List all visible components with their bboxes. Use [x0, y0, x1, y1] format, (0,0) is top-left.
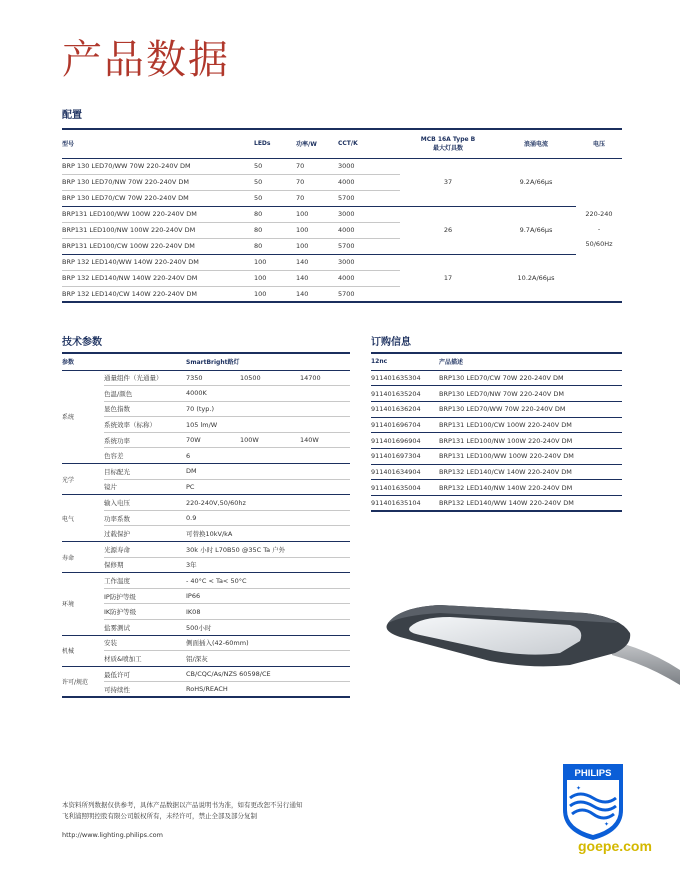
- cell-12nc: 911401636204: [371, 401, 439, 417]
- footnote-line1: 本资料所列数据仅供参考，具体产品数据以产品说明书为准，如有更改恕不另行通知: [62, 801, 303, 809]
- header-voltage: 电压: [576, 129, 622, 158]
- cell-desc: BRP132 LED140/CW 140W 220-240V DM: [439, 464, 622, 480]
- cell-inrush: 10.2A/66μs: [496, 254, 576, 302]
- footnote-line2: 飞利浦照明控股有限公司版权所有，未经许可，禁止全部及部分复制: [62, 812, 257, 820]
- svg-text:✦: ✦: [604, 821, 610, 828]
- row-label: IK防护等级: [104, 604, 186, 620]
- table-row: [371, 496, 622, 512]
- table-row: [371, 401, 622, 417]
- table-row: [62, 620, 350, 636]
- cell-leds: 50: [254, 190, 296, 206]
- table-row: [62, 495, 350, 511]
- cell-power: 140: [296, 270, 338, 286]
- cell-12nc: 911401635204: [371, 386, 439, 402]
- category-electrical: 电气: [62, 495, 104, 542]
- cell-desc: BRP131 LED100/NW 100W 220-240V DM: [439, 433, 622, 449]
- row-label: 材质&喷加工: [104, 651, 186, 667]
- header-inrush: 浪涌电流: [496, 129, 576, 158]
- cell-model: BRP131 LED100/WW 100W 220-240V DM: [62, 206, 254, 222]
- row-value: 14700: [300, 370, 350, 386]
- row-value: 30k 小时 L70B50 @35C Ta 户外: [186, 542, 350, 558]
- cell-model: BRP131 LED100/CW 100W 220-240V DM: [62, 238, 254, 254]
- row-value: 70 (typ.): [186, 401, 350, 417]
- table-row: [62, 542, 350, 558]
- row-value: 70W: [186, 432, 240, 448]
- cell-12nc: 911401696704: [371, 417, 439, 433]
- cell-mcb: 37: [400, 158, 496, 206]
- cell-cct: 4000: [338, 222, 400, 238]
- cell-power: 140: [296, 286, 338, 302]
- table-row: [371, 480, 622, 496]
- table-row: [62, 386, 350, 402]
- table-row: [62, 682, 350, 698]
- table-row: [62, 526, 350, 542]
- cell-mcb: 26: [400, 206, 496, 254]
- category-mechanical: 机械: [62, 635, 104, 666]
- table-row: [62, 370, 350, 386]
- cell-desc: BRP132 LED140/NW 140W 220-240V DM: [439, 480, 622, 496]
- row-label: 最低许可: [104, 666, 186, 682]
- row-label: 安装: [104, 635, 186, 651]
- category-system: 系统: [62, 370, 104, 464]
- header-mcb: [400, 129, 496, 158]
- table-row: [62, 651, 350, 667]
- row-label: 可持续性: [104, 682, 186, 698]
- row-label: 镜片: [104, 479, 186, 495]
- table-row: [62, 401, 350, 417]
- tech-table: [62, 352, 350, 698]
- cell-cct: 3000: [338, 254, 400, 270]
- table-row: [62, 635, 350, 651]
- row-value: 6: [186, 448, 350, 464]
- row-value: 140W: [300, 432, 350, 448]
- row-value: PC: [186, 479, 350, 495]
- row-label: 工作温度: [104, 573, 186, 589]
- website-link[interactable]: http://www.lighting.philips.com: [62, 831, 163, 839]
- row-label: 光源寿命: [104, 542, 186, 558]
- row-value: 10500: [240, 370, 300, 386]
- cell-power: 70: [296, 158, 338, 174]
- cell-cct: 3000: [338, 158, 400, 174]
- table-row: [62, 206, 622, 222]
- street-light-image: [380, 585, 680, 695]
- table-row: [371, 464, 622, 480]
- cell-cct: 5700: [338, 190, 400, 206]
- row-label: 通量组件（光通量）: [104, 370, 186, 386]
- table-row: [62, 510, 350, 526]
- category-lifetime: 寿命: [62, 542, 104, 573]
- header-mcb-line1: MCB 16A Type B: [420, 135, 476, 143]
- cell-power: 100: [296, 222, 338, 238]
- row-value: IP66: [186, 588, 350, 604]
- row-label: 输入电压: [104, 495, 186, 511]
- cell-desc: BRP132 LED140/WW 140W 220-240V DM: [439, 496, 622, 512]
- cell-leds: 80: [254, 222, 296, 238]
- table-row: [371, 386, 622, 402]
- cell-leds: 80: [254, 238, 296, 254]
- table-row: [62, 158, 622, 174]
- tech-header-row: [62, 353, 350, 370]
- row-value: 侧面插入(42-60mm): [186, 635, 350, 651]
- header-desc: 产品描述: [439, 353, 622, 370]
- category-environment: 环境: [62, 573, 104, 635]
- cell-leds: 80: [254, 206, 296, 222]
- cell-desc: BRP130 LED70/WW 70W 220-240V DM: [439, 401, 622, 417]
- voltage-line3: 50/60Hz: [585, 240, 613, 249]
- category-optics: 光学: [62, 464, 104, 495]
- cell-model: BRP 132 LED140/WW 140W 220-240V DM: [62, 254, 254, 270]
- row-value: 4000K: [186, 386, 350, 402]
- cell-power: 100: [296, 238, 338, 254]
- table-row: [371, 448, 622, 464]
- cell-inrush: 9.2A/66μs: [496, 158, 576, 206]
- header-param: 参数: [62, 353, 186, 370]
- cell-model: BRP 130 LED70/WW 70W 220-240V DM: [62, 158, 254, 174]
- header-mcb-line2: 最大灯具数: [432, 144, 463, 152]
- cell-model: BRP131 LED100/NW 100W 220-240V DM: [62, 222, 254, 238]
- cell-leds: 100: [254, 286, 296, 302]
- row-label: 系统效率（标称）: [104, 417, 186, 433]
- cell-model: BRP 132 LED140/CW 140W 220-240V DM: [62, 286, 254, 302]
- row-value: 220-240V,50/60hz: [186, 495, 350, 511]
- row-label: 盐雾测试: [104, 620, 186, 636]
- cell-model: BRP 132 LED140/NW 140W 220-240V DM: [62, 270, 254, 286]
- config-header-row: [62, 129, 622, 158]
- cell-cct: 4000: [338, 270, 400, 286]
- row-value: 3年: [186, 557, 350, 573]
- cell-leds: 50: [254, 158, 296, 174]
- cell-leds: 100: [254, 270, 296, 286]
- row-label: 系统功率: [104, 432, 186, 448]
- row-value: 100W: [240, 432, 300, 448]
- row-label: 色容差: [104, 448, 186, 464]
- cell-desc: BRP131 LED100/CW 100W 220-240V DM: [439, 417, 622, 433]
- header-cct: CCT/K: [338, 129, 400, 158]
- header-product: SmartBright路灯: [186, 353, 350, 370]
- cell-voltage: [576, 158, 622, 302]
- table-row: [62, 588, 350, 604]
- watermark: goepe.com: [578, 838, 652, 854]
- table-row: [62, 479, 350, 495]
- header-leds: LEDs: [254, 129, 296, 158]
- tech-section-title: 技术参数: [62, 337, 102, 348]
- cell-desc: BRP130 LED70/NW 70W 220-240V DM: [439, 386, 622, 402]
- header-12nc: 12nc: [371, 353, 439, 370]
- cell-12nc: 911401635104: [371, 496, 439, 512]
- cell-desc: BRP131 LED100/WW 100W 220-240V DM: [439, 448, 622, 464]
- cell-leds: 50: [254, 174, 296, 190]
- philips-logo: [560, 760, 626, 842]
- table-row: [62, 604, 350, 620]
- table-row: [62, 666, 350, 682]
- cell-model: BRP 130 LED70/NW 70W 220-240V DM: [62, 174, 254, 190]
- row-value: 0.9: [186, 510, 350, 526]
- cell-leds: 100: [254, 254, 296, 270]
- table-row: [62, 417, 350, 433]
- row-value: 500小时: [186, 620, 350, 636]
- row-value: 可替换10kV/kA: [186, 526, 350, 542]
- cell-cct: 5700: [338, 286, 400, 302]
- table-row: [371, 433, 622, 449]
- cell-12nc: 911401635304: [371, 370, 439, 386]
- cell-cct: 3000: [338, 206, 400, 222]
- cell-power: 100: [296, 206, 338, 222]
- header-model: 型号: [62, 129, 254, 158]
- voltage-line2: -: [597, 225, 601, 234]
- row-value: DM: [186, 464, 350, 480]
- cell-model: BRP 130 LED70/CW 70W 220-240V DM: [62, 190, 254, 206]
- cell-cct: 5700: [338, 238, 400, 254]
- row-label: 保修期: [104, 557, 186, 573]
- page-title: 产品数据: [62, 37, 230, 83]
- cell-inrush: 9.7A/66μs: [496, 206, 576, 254]
- row-label: IP防护等级: [104, 588, 186, 604]
- table-row: [62, 432, 350, 448]
- row-label: 功率系数: [104, 510, 186, 526]
- order-header-row: [371, 353, 622, 370]
- cell-12nc: 911401697304: [371, 448, 439, 464]
- table-row: [62, 448, 350, 464]
- row-value: - 40°C < Ta< 50°C: [186, 573, 350, 589]
- svg-text:✦: ✦: [576, 785, 582, 792]
- row-label: 过载保护: [104, 526, 186, 542]
- row-label: 色温/颜色: [104, 386, 186, 402]
- table-row: [371, 417, 622, 433]
- cell-12nc: 911401696904: [371, 433, 439, 449]
- cell-cct: 4000: [338, 174, 400, 190]
- table-row: [62, 254, 622, 270]
- row-value: IK08: [186, 604, 350, 620]
- row-value: 铝/深灰: [186, 651, 350, 667]
- category-approval: 许可/规范: [62, 666, 104, 697]
- cell-power: 70: [296, 174, 338, 190]
- table-row: [62, 557, 350, 573]
- table-row: [62, 573, 350, 589]
- footnote: [62, 800, 362, 822]
- row-value: 105 lm/W: [186, 417, 350, 433]
- table-row: [371, 370, 622, 386]
- cell-power: 140: [296, 254, 338, 270]
- cell-power: 70: [296, 190, 338, 206]
- row-value: 7350: [186, 370, 240, 386]
- cell-12nc: 911401634904: [371, 464, 439, 480]
- cell-desc: BRP130 LED70/CW 70W 220-240V DM: [439, 370, 622, 386]
- config-section-title: 配置: [62, 110, 82, 121]
- row-value: CB/CQC/As/NZS 60598/CE: [186, 666, 350, 682]
- cell-mcb: 17: [400, 254, 496, 302]
- logo-text: PHILIPS: [574, 768, 612, 779]
- row-value: RoHS/REACH: [186, 682, 350, 698]
- order-section-title: 订购信息: [371, 337, 411, 348]
- voltage-line1: 220-240: [585, 210, 613, 219]
- table-row: [62, 464, 350, 480]
- config-table: [62, 128, 622, 303]
- row-label: 显色指数: [104, 401, 186, 417]
- cell-12nc: 911401635004: [371, 480, 439, 496]
- order-table: [371, 352, 622, 512]
- header-power: 功率/W: [296, 129, 338, 158]
- row-label: 目标配光: [104, 464, 186, 480]
